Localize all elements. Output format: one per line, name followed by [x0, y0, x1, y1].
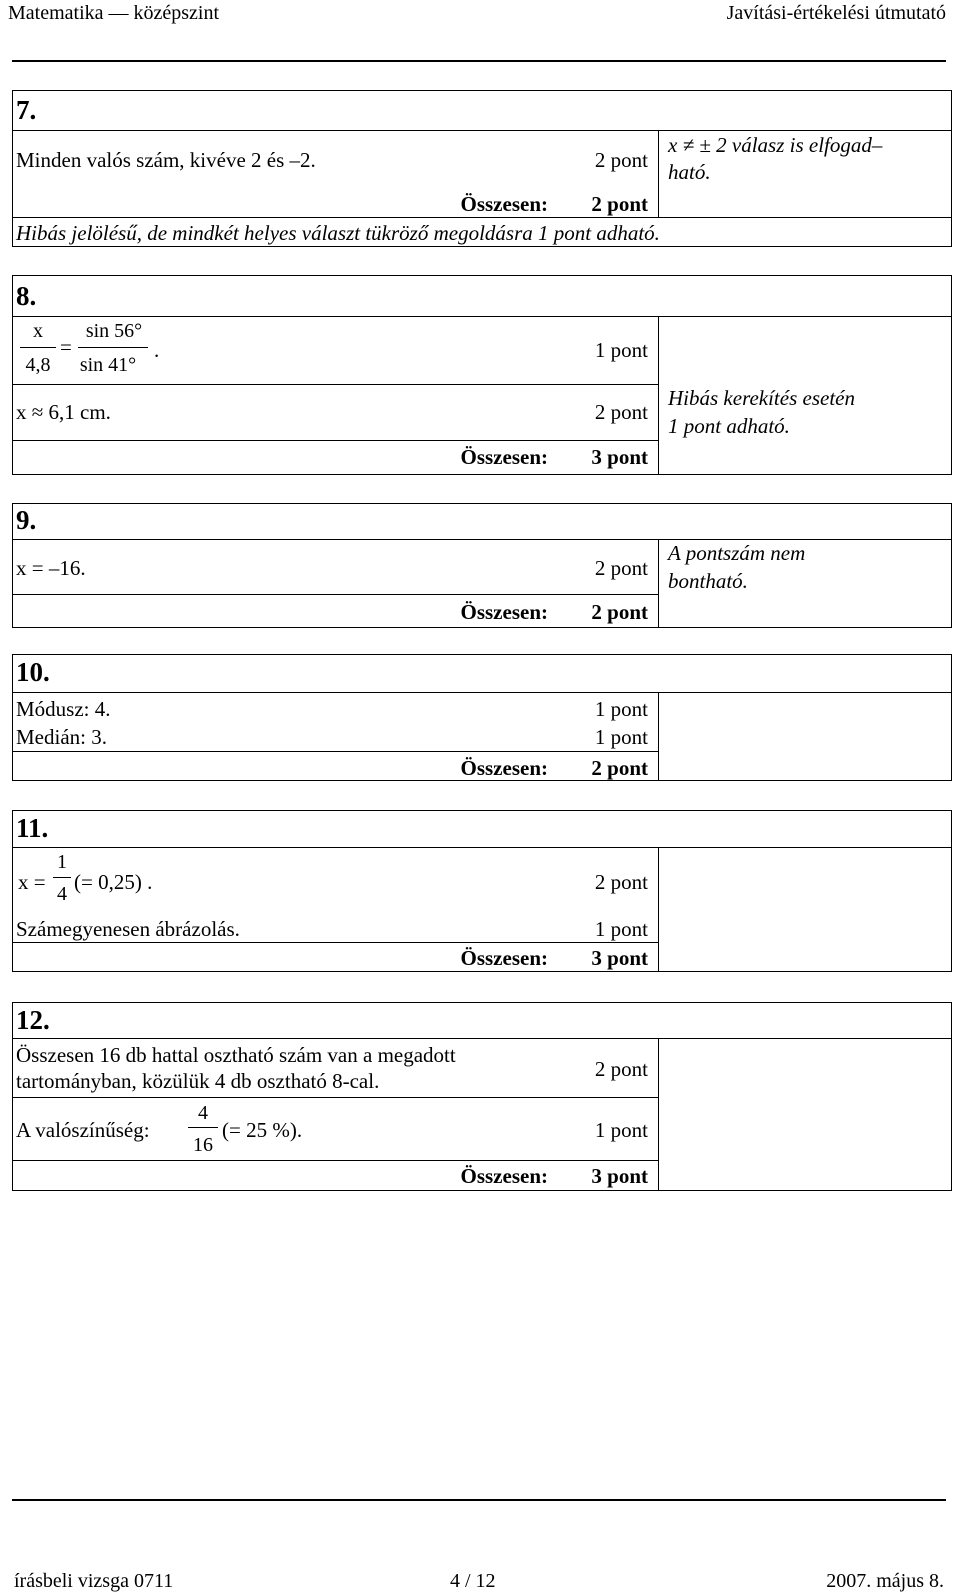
problem-8-note-2: 1 pont adható. [668, 414, 790, 438]
problem-9-points: 2 pont [594, 556, 648, 580]
problem-8-dot: . [154, 338, 160, 362]
problem-8-total: 3 pont [591, 445, 648, 469]
problem-9-note-1: A pontszám nem [668, 541, 806, 565]
problem-10-answer-2: Medián: 3. [16, 725, 107, 749]
fraction-bar [20, 347, 56, 348]
row-divider [12, 1038, 952, 1039]
problem-11-points-1: 2 pont [594, 870, 648, 894]
header-subject: Matematika — középszint [8, 2, 220, 24]
row-divider [12, 594, 658, 595]
row-divider [12, 692, 952, 693]
problem-10-points-2: 1 pont [594, 725, 648, 749]
row-divider [12, 217, 952, 218]
row-divider [12, 847, 952, 848]
problem-9-total-label: Összesen: [460, 600, 548, 624]
problem-7-note-2: ható. [668, 160, 711, 184]
problem-8-frac2-numerator: sin 56° [85, 320, 143, 342]
row-divider [12, 942, 658, 943]
fraction-bar [188, 1127, 218, 1128]
problem-11-frac-numerator: 1 [57, 851, 67, 873]
problem-7-points: 2 pont [594, 148, 648, 172]
problem-7-number: 7. [16, 95, 37, 125]
row-divider [12, 384, 658, 385]
col-divider [658, 130, 659, 217]
problem-12-rest: (= 25 %). [222, 1118, 303, 1142]
row-divider [12, 1160, 658, 1161]
problem-8-frac2-denominator: sin 41° [79, 354, 137, 376]
problem-8-points-1: 1 pont [594, 338, 648, 362]
col-divider [658, 539, 659, 628]
problem-7-total-label: Összesen: [460, 192, 548, 216]
problem-8-total-label: Összesen: [460, 445, 548, 469]
page-number: 4 / 12 [450, 1570, 496, 1592]
footer-exam-id: írásbeli vizsga 0711 [14, 1570, 174, 1592]
problem-12-number: 12. [16, 1005, 50, 1035]
problem-11-frac-denominator: 4 [57, 883, 67, 905]
col-divider [658, 847, 659, 972]
row-divider [12, 440, 658, 441]
problem-8-answer-2: x ≈ 6,1 cm. [16, 400, 111, 424]
problem-11-number: 11. [16, 813, 49, 843]
problem-12-answer-line-1: Összesen 16 db hattal osztható szám van a megadott [16, 1043, 456, 1067]
problem-8-frac1-numerator: x [33, 320, 43, 342]
col-divider [658, 1038, 659, 1191]
problem-10-answer-1: Módusz: 4. [16, 697, 111, 721]
problem-8-number: 8. [16, 281, 37, 311]
row-divider [12, 1097, 658, 1098]
problem-12-points-2: 1 pont [594, 1118, 648, 1142]
row-divider [12, 751, 658, 752]
problem-10-points-1: 1 pont [594, 697, 648, 721]
problem-12-total: 3 pont [591, 1164, 648, 1188]
row-divider [12, 539, 952, 540]
problem-12-answer-line-2: tartományban, közülük 4 db osztható 8-cal. [16, 1069, 380, 1093]
problem-7-note-1: x ≠ ± 2 válasz is elfogad– [668, 133, 883, 157]
problem-7-total: 2 pont [591, 192, 648, 216]
problem-10-number: 10. [16, 657, 50, 687]
problem-11-total-label: Összesen: [460, 946, 548, 970]
problem-11-lhs: x = [18, 870, 46, 894]
problem-8-equals: = [60, 335, 72, 359]
problem-11-answer-2: Számegyenesen ábrázolás. [16, 917, 240, 941]
problem-10-total: 2 pont [591, 756, 648, 780]
problem-12-prob-label: A valószínűség: [16, 1118, 150, 1142]
col-divider [658, 316, 659, 475]
header-rule [12, 60, 946, 62]
problem-7-footnote: Hibás jelölésű, de mindkét helyes választ tükröző megoldásra 1 pont adható. [16, 221, 660, 245]
col-divider [658, 692, 659, 781]
problem-8-note-1: Hibás kerekítés esetén [668, 386, 855, 410]
problem-12-frac-numerator: 4 [198, 1102, 208, 1124]
footer-date: 2007. május 8. [826, 1570, 944, 1592]
problem-9-answer: x = –16. [16, 556, 86, 580]
problem-12-frac-denominator: 16 [193, 1134, 213, 1156]
problem-12-total-label: Összesen: [460, 1164, 548, 1188]
problem-8-points-2: 2 pont [594, 400, 648, 424]
problem-12-points-1: 2 pont [594, 1057, 648, 1081]
problem-9-note-2: bontható. [668, 569, 748, 593]
problem-11-total: 3 pont [591, 946, 648, 970]
problem-10-total-label: Összesen: [460, 756, 548, 780]
problem-11-rest: (= 0,25) . [74, 870, 153, 894]
problem-8-frac1-denominator: 4,8 [25, 354, 51, 376]
footer-rule [12, 1499, 946, 1501]
row-divider [12, 316, 952, 317]
fraction-bar [78, 347, 148, 348]
fraction-bar [53, 877, 71, 878]
header-doc-title: Javítási-értékelési útmutató [726, 2, 946, 24]
problem-7-answer: Minden valós szám, kivéve 2 és –2. [16, 148, 316, 172]
problem-9-total: 2 pont [591, 600, 648, 624]
problem-9-number: 9. [16, 505, 37, 535]
row-divider [12, 130, 952, 131]
problem-11-points-2: 1 pont [594, 917, 648, 941]
